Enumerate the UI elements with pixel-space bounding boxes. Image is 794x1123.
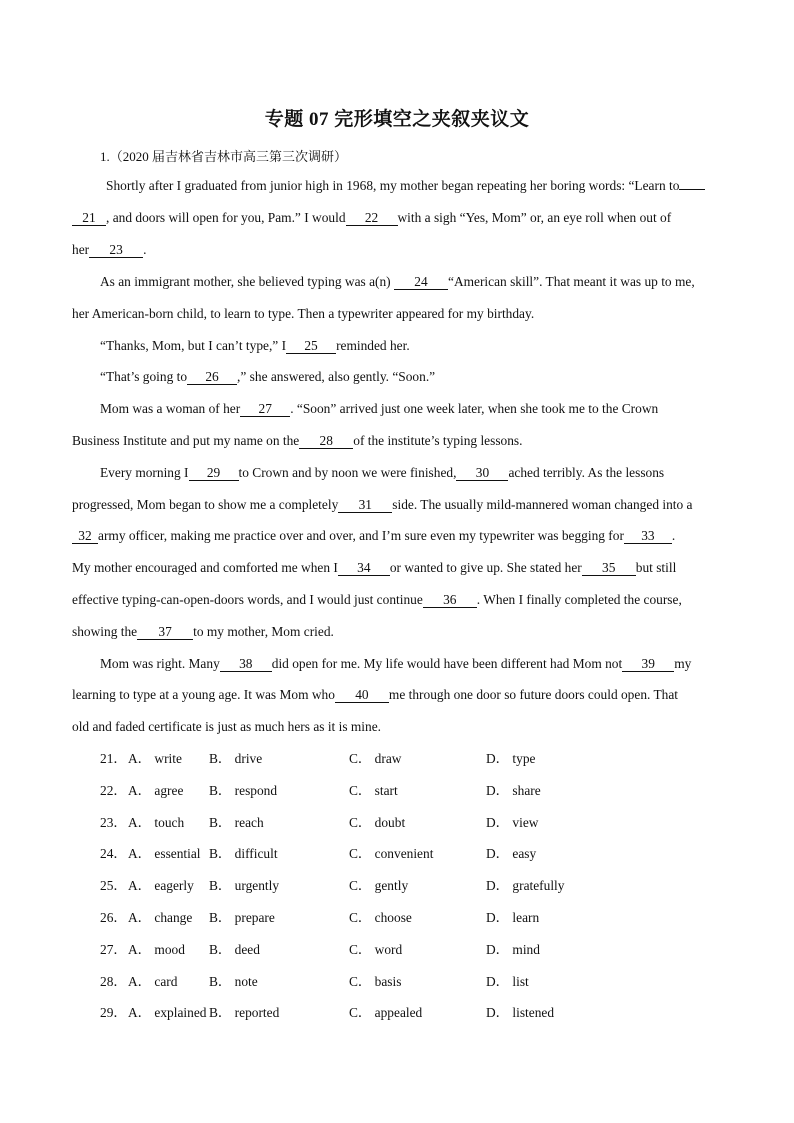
passage-text: My mother encouraged and comforted me when I	[72, 560, 338, 575]
passage-text: my	[674, 656, 692, 671]
passage-text: Every morning I	[100, 465, 189, 480]
passage-line	[72, 718, 732, 736]
passage-text: her	[72, 242, 90, 257]
option-c: C． doubt	[349, 815, 406, 830]
passage-text: .	[143, 242, 147, 257]
question-number: 28．	[100, 974, 127, 989]
passage-text: me through one door so future doors could open. That	[388, 687, 679, 702]
passage-text: Shortly after I graduated from junior high in 1968, my mother began repeating her boring words: “Learn to	[106, 178, 680, 193]
passage-text: to Crown and by noon we were finished,	[238, 465, 457, 480]
answer-blank: 28	[299, 433, 353, 449]
passage-text: progressed, Mom began to show me a completely	[72, 497, 339, 512]
answer-blank: 21	[72, 210, 106, 226]
passage-line	[72, 177, 766, 195]
question-source: 1.（2020 届吉林省吉林市高三第三次调研）	[100, 149, 348, 164]
answer-blank: 23	[89, 242, 143, 258]
option-c: C． choose	[349, 910, 412, 925]
answer-blank: 32	[72, 528, 98, 544]
question-number: 24．	[100, 846, 127, 861]
answer-blank: 38	[220, 656, 272, 672]
option-a: A． eagerly	[128, 878, 194, 893]
answer-blank: 25	[286, 338, 336, 354]
option-c: C． convenient	[349, 846, 434, 861]
option-b: B． deed	[209, 942, 260, 957]
answer-blank: 31	[338, 497, 392, 513]
passage-line	[72, 527, 732, 545]
passage-line	[72, 209, 732, 227]
option-a: A． mood	[128, 942, 185, 957]
answer-blank: 34	[338, 560, 390, 576]
passage-text: effective typing-can-open-doors words, and I would just continue	[72, 592, 423, 607]
option-a: A． explained	[128, 1005, 207, 1020]
passage-text: Business Institute and put my name on the	[72, 433, 300, 448]
answer-blank: 30	[456, 465, 508, 481]
question-number: 26．	[100, 910, 127, 925]
option-d: D． list	[486, 974, 529, 989]
question-number: 23．	[100, 815, 127, 830]
option-a: A． card	[128, 974, 178, 989]
passage-text: , and doors will open for you, Pam.” I would	[106, 210, 346, 225]
option-a: A． write	[128, 751, 182, 766]
passage-text: ,” she answered, also gently. “Soon.”	[237, 369, 436, 384]
page-title: 专题 07 完形填空之夹叙夹议文	[264, 109, 530, 130]
answer-blank: 24	[394, 274, 448, 290]
passage-line	[72, 623, 732, 641]
passage-text: or wanted to give up. She stated her	[389, 560, 582, 575]
answer-blank: 35	[582, 560, 636, 576]
option-d: D． gratefully	[486, 878, 565, 893]
question-number: 22．	[100, 783, 127, 798]
answer-blank	[679, 189, 705, 190]
passage-line	[72, 305, 732, 323]
option-c: C． basis	[349, 974, 402, 989]
passage-text: .	[671, 528, 676, 543]
option-a: A． essential	[128, 846, 201, 861]
passage-text: but still	[635, 560, 677, 575]
passage-line	[72, 368, 760, 386]
option-d: D． learn	[486, 910, 540, 925]
passage-text: Mom was a woman of her	[100, 401, 241, 416]
passage-text: reminded her.	[336, 338, 410, 353]
option-c: C． word	[349, 942, 403, 957]
option-d: D． view	[486, 815, 539, 830]
option-c: C． appealed	[349, 1005, 423, 1020]
option-d: D． listened	[486, 1005, 555, 1020]
passage-text: old and faded certificate is just as much hers as it is mine.	[72, 719, 382, 734]
passage-text: army officer, making me practice over and over, and I’m sure even my typewriter was begging for	[98, 528, 624, 543]
passage-text: with a sigh “Yes, Mom” or, an eye roll when out of	[397, 210, 672, 225]
passage-text: showing the	[72, 624, 138, 639]
answer-blank: 37	[137, 624, 193, 640]
option-b: B． prepare	[209, 910, 275, 925]
answer-blank: 36	[423, 592, 477, 608]
passage-text: . “Soon” arrived just one week later, when she took me to the Crown	[290, 401, 659, 416]
answer-blank: 22	[346, 210, 398, 226]
passage-line	[72, 337, 760, 355]
answer-blank: 26	[187, 369, 237, 385]
passage-text: “That’s going to	[100, 369, 188, 384]
option-b: B． respond	[209, 783, 278, 798]
option-a: A． touch	[128, 815, 185, 830]
option-b: B． note	[209, 974, 258, 989]
passage-text: side. The usually mild-mannered woman changed into a	[392, 497, 693, 512]
passage-line	[72, 400, 760, 418]
answer-blank: 39	[622, 656, 674, 672]
passage-text: learning to type at a young age. It was Mom who	[72, 687, 335, 702]
option-b: B． drive	[209, 751, 263, 766]
option-d: D． mind	[486, 942, 540, 957]
answer-blank: 27	[240, 401, 290, 417]
passage-text: Mom was right. Many	[100, 656, 220, 671]
option-d: D． easy	[486, 846, 537, 861]
option-a: A． agree	[128, 783, 184, 798]
option-c: C． gently	[349, 878, 409, 893]
option-c: C． draw	[349, 751, 402, 766]
passage-text: did open for me. My life would have been different had Mom not	[271, 656, 623, 671]
answer-blank: 40	[335, 687, 389, 703]
option-b: B． reach	[209, 815, 264, 830]
option-d: D． share	[486, 783, 541, 798]
option-b: B． reported	[209, 1005, 280, 1020]
passage-text: “American skill”. That meant it was up to me,	[448, 274, 695, 289]
question-number: 21．	[100, 751, 127, 766]
option-b: B． urgently	[209, 878, 280, 893]
answer-blank: 29	[189, 465, 239, 481]
question-number: 27．	[100, 942, 127, 957]
passage-text: “Thanks, Mom, but I can’t type,” I	[100, 338, 287, 353]
option-a: A． change	[128, 910, 193, 925]
passage-line	[72, 273, 760, 291]
passage-line	[72, 241, 732, 259]
passage-line	[72, 432, 732, 450]
option-c: C． start	[349, 783, 398, 798]
option-b: B． difficult	[209, 846, 278, 861]
passage-line	[72, 655, 760, 673]
passage-text: ached terribly. As the lessons	[508, 465, 665, 480]
passage-text: her American-born child, to learn to type. Then a typewriter appeared for my birthday.	[72, 306, 535, 321]
question-number: 25．	[100, 878, 127, 893]
passage-line	[72, 686, 732, 704]
option-d: D． type	[486, 751, 536, 766]
passage-text: of the institute’s typing lessons.	[353, 433, 523, 448]
passage-line	[72, 464, 760, 482]
passage-text: As an immigrant mother, she believed typing was a(n)	[100, 274, 394, 289]
passage-line	[72, 559, 732, 577]
passage-text: to my mother, Mom cried.	[193, 624, 334, 639]
passage-line	[72, 496, 732, 514]
question-number: 29．	[100, 1005, 127, 1020]
answer-blank: 33	[624, 528, 672, 544]
passage-text: . When I finally completed the course,	[476, 592, 682, 607]
passage-line	[72, 591, 732, 609]
